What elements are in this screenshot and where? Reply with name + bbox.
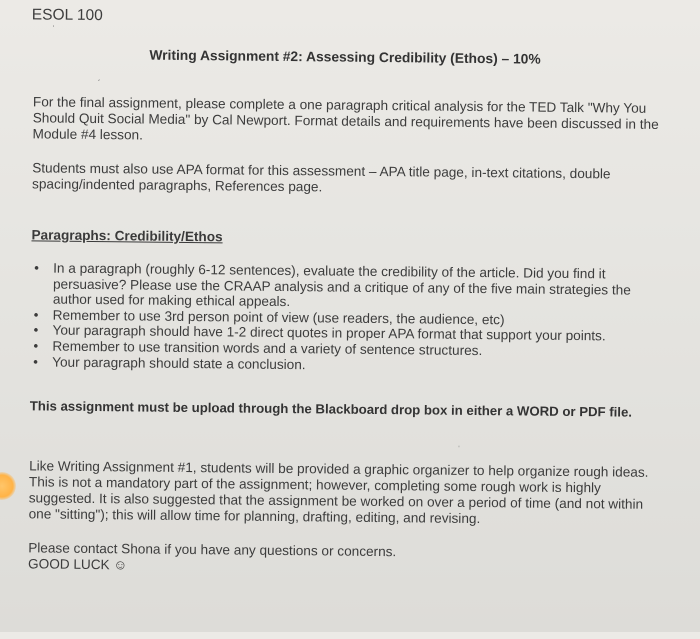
pen-mark: ˈ: [51, 24, 56, 36]
list-item-text: Remember to use transition words and a variety of sentence structures.: [52, 338, 483, 359]
requirements-list: [30, 260, 671, 376]
organizer-paragraph: Like Writing Assignment #1, students will be provided a graphic organizer to help organize rough ideas. This is not a mandatory part of the assignment; however, completing some rough work is highly suggested. It is also suggested that the assignment be worked on over a period of time (and not within one "sitting"); this will allow time for planning, drafting, editing, and revising.: [28, 458, 649, 527]
list-item: [31, 260, 671, 313]
intro-paragraph: For the final assignment, please complete a one paragraph critical analysis for the TED Talk "Why You Should Quit Social Media" by Cal Newport. Format details and requirements have been discussed in the Module #4 lesson.: [32, 94, 659, 143]
bullet-icon: •: [33, 307, 39, 323]
list-item-text: Your paragraph should state a conclusion.: [52, 354, 306, 372]
signoff-line: GOOD LUCK ☺: [28, 556, 128, 573]
list-item-text: In a paragraph (roughly 6-12 sentences), evaluate the credibility of the article. Did you find it persuasive? Please use the CRAAP analysis and a critique of any of the five main strategies the author used for making ethical appeals.: [52, 260, 631, 310]
bullet-icon: •: [33, 353, 39, 369]
closing-block: [28, 540, 668, 579]
list-item-text: Remember to use 3rd person point of view (use readers, the audience, etc): [52, 307, 505, 328]
apa-paragraph: Students must also use APA format for this assessment – APA title page, in-text citations, double spacing/indented paragraphs, References page.: [31, 160, 611, 195]
list-item-text: Your paragraph should have 1-2 direct quotes in proper APA format that support your points.: [52, 322, 606, 344]
course-code: ESOL 100: [31, 6, 103, 25]
section-heading: Paragraphs: Credibility/Ethos: [31, 227, 223, 245]
bullet-icon: •: [34, 260, 40, 276]
assignment-title: Writing Assignment #2: Assessing Credibility (Ethos) – 10%: [149, 47, 541, 67]
contact-line: Please contact Shona if you have any questions or concerns.: [28, 540, 397, 560]
bullet-icon: •: [33, 338, 39, 354]
submission-note: This assignment must be upload through the Blackboard drop box in either a WORD or PDF file.: [29, 398, 633, 420]
pen-mark: ˈ: [457, 444, 461, 456]
pen-mark: ˏ: [97, 71, 101, 83]
bullet-icon: •: [33, 322, 39, 338]
